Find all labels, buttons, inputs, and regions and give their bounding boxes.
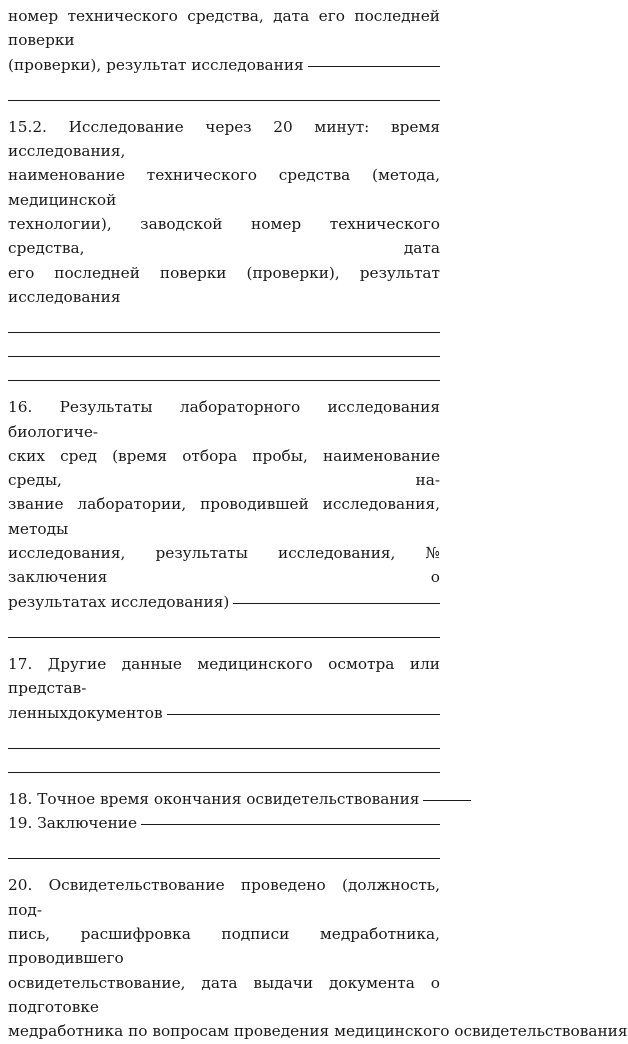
item-18 bbox=[8, 787, 440, 811]
item-16-line-5-text: результатах исследования) bbox=[8, 592, 230, 611]
top-block-line-2-text: (проверки), результат исследования bbox=[8, 55, 304, 74]
top-block-line-1: номер технического средства, дата его последней поверки bbox=[8, 7, 440, 50]
answer-blank[interactable] bbox=[233, 602, 440, 604]
answer-blank-line[interactable] bbox=[8, 77, 440, 101]
answer-blank-line[interactable] bbox=[8, 309, 440, 333]
top-block bbox=[8, 4, 440, 77]
item-15-2-line-2: наименование технического средства (метода, медицинской bbox=[8, 166, 440, 209]
answer-blank-line[interactable] bbox=[8, 725, 440, 749]
item-17 bbox=[8, 652, 440, 725]
item-16-line-2: ских сред (время отбора пробы, наименование среды, на- bbox=[8, 446, 440, 490]
item-20-line-3: освидетельствование, дата выдачи документа о подготовке bbox=[8, 973, 440, 1016]
item-16-line-5 bbox=[8, 590, 440, 614]
item-17-line-2 bbox=[8, 701, 440, 725]
item-17-line-1: 17. Другие данные медицинского осмотра или представ- bbox=[8, 654, 440, 698]
item-16-line-3: звание лаборатории, проводившей исследования, методы bbox=[8, 495, 440, 538]
item-17-line-2-text: ленныхдокументов bbox=[8, 703, 163, 722]
item-16 bbox=[8, 395, 440, 614]
item-20 bbox=[8, 873, 628, 1043]
answer-blank[interactable] bbox=[167, 713, 440, 715]
answer-blank-line[interactable] bbox=[8, 614, 440, 638]
item-15-2 bbox=[8, 115, 440, 309]
item-18-text: 18. Точное время окончания освидетельствования bbox=[8, 789, 420, 808]
item-20-line-4: медработника по вопросам проведения медицинского освидетельствования bbox=[8, 1022, 628, 1041]
item-15-2-line-3: технологии), заводской номер технического средства, дата bbox=[8, 215, 440, 258]
top-block-line-2 bbox=[8, 53, 440, 77]
item-19-text: 19. Заключение bbox=[8, 814, 138, 833]
item-16-line-4: исследования, результаты исследования, № заключения о bbox=[8, 544, 440, 587]
answer-blank-line[interactable] bbox=[8, 749, 440, 773]
item-20-line-1: 20. Освидетельствование проведено (должность, под- bbox=[8, 876, 440, 919]
item-15-2-line-4: его последней поверки (проверки), результат исследования bbox=[8, 263, 440, 306]
answer-blank-line[interactable] bbox=[8, 357, 440, 381]
answer-blank-line[interactable] bbox=[8, 333, 440, 357]
answer-blank[interactable] bbox=[308, 65, 440, 67]
answer-blank-line[interactable] bbox=[8, 835, 440, 859]
end-time-blank[interactable] bbox=[423, 799, 471, 801]
item-19 bbox=[8, 811, 440, 835]
document-page bbox=[8, 4, 628, 1044]
item-20-line-2: пись, расшифровка подписи медработника, проводившего bbox=[8, 925, 440, 968]
item-15-2-line-1: 15.2. Исследование через 20 минут: время исследования, bbox=[8, 117, 440, 161]
conclusion-blank[interactable] bbox=[141, 823, 440, 825]
item-16-line-1: 16. Результаты лабораторного исследования биологиче- bbox=[8, 398, 440, 441]
